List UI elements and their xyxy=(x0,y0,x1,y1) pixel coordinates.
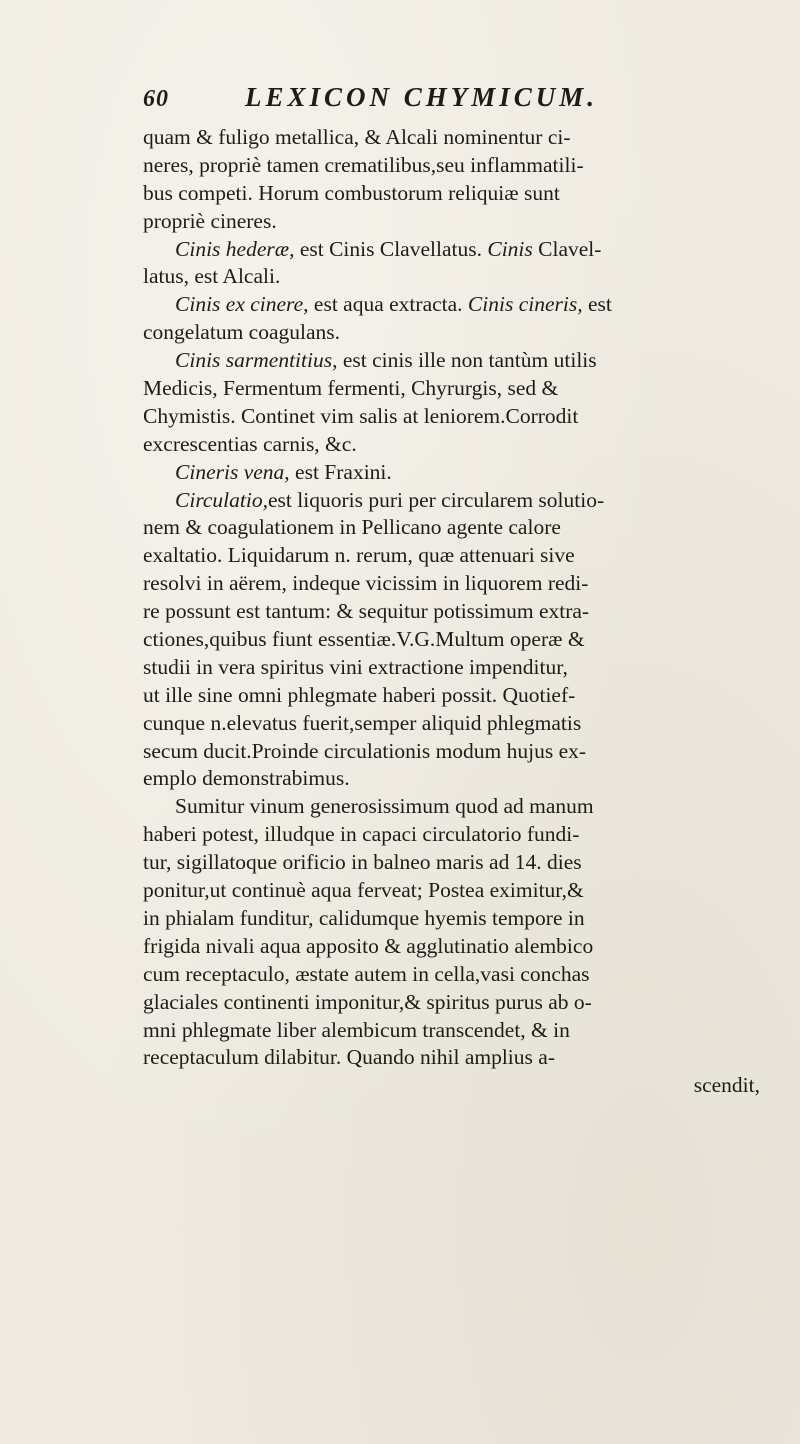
line-text: cunque n.elevatus fuerit,semper aliquid phlegmatis xyxy=(143,710,582,735)
line-text: est Cinis Clavellatus. xyxy=(294,236,488,261)
text-line xyxy=(143,236,768,264)
line-text: bus competi. Horum combustorum reliquiæ sunt xyxy=(143,180,560,205)
entry-term: Cinis sarmentitius xyxy=(175,348,333,373)
text-line xyxy=(143,989,768,1017)
line-text: glaciales continenti imponitur,& spiritus purus ab o- xyxy=(143,989,592,1014)
line-text: receptaculum dilabitur. Quando nihil amplius a- xyxy=(143,1045,555,1070)
text-line xyxy=(143,347,768,375)
line-text: secum ducit.Proinde circulationis modum hujus ex- xyxy=(143,738,587,763)
body-text xyxy=(143,124,768,1100)
text-line xyxy=(143,598,768,626)
text-line xyxy=(143,905,768,933)
text-line xyxy=(143,403,768,431)
line-text: emplo demonstrabimus. xyxy=(143,766,350,791)
line-text: Clavel- xyxy=(532,236,602,261)
line-text: cum receptaculo, æstate autem in cella,vasi conchas xyxy=(143,961,590,986)
line-text: est liquoris puri per circularem solutio- xyxy=(267,487,605,512)
text-line xyxy=(143,626,768,654)
line-text: scendit, xyxy=(693,1073,760,1098)
text-line xyxy=(143,682,768,710)
line-text: propriè cineres. xyxy=(143,208,277,233)
line-text: re possunt est tantum: & sequitur potissimum extra- xyxy=(143,599,590,624)
text-line xyxy=(143,765,768,793)
text-line xyxy=(143,459,768,487)
text-line xyxy=(143,208,768,236)
line-text: nem & coagulationem in Pellicano agente calore xyxy=(143,515,561,540)
page-header xyxy=(143,82,768,122)
line-text: excrescentias carnis, &c. xyxy=(143,431,357,456)
line-text: resolvi in aërem, indeque vicissim in liquorem redi- xyxy=(143,571,589,596)
line-text: in phialam funditur, calidumque hyemis tempore in xyxy=(143,905,585,930)
entry-term: Cinis cineris, xyxy=(467,292,583,317)
running-title: LEXICON CHYMICUM. xyxy=(245,82,599,112)
line-text: ctiones,quibus fiunt essentiæ.V.G.Multum operæ & xyxy=(143,627,585,652)
entry-term: Cinis hederæ, xyxy=(175,236,295,261)
text-line xyxy=(143,793,768,821)
line-text: quam & fuligo metallica, & Alcali nominentur ci- xyxy=(143,125,571,149)
line-text: Sumitur vinum generosissimum quod ad manum xyxy=(175,794,594,819)
text-line xyxy=(143,487,768,515)
text-line xyxy=(143,654,768,682)
text-line xyxy=(143,291,768,319)
entry-term: Cineris vena xyxy=(175,459,285,484)
text-line xyxy=(143,375,768,403)
text-line xyxy=(143,849,768,877)
text-line xyxy=(143,263,768,291)
entry-term: Cinis ex cinere xyxy=(175,292,304,317)
line-text: tur, sigillatoque orificio in balneo maris ad 14. dies xyxy=(143,850,582,875)
text-line xyxy=(143,124,768,152)
entry-term: Cinis xyxy=(487,236,533,261)
text-line xyxy=(143,431,768,459)
line-text: congelatum coagulans. xyxy=(143,320,341,345)
text-line xyxy=(143,1044,768,1072)
line-text: frigida nivali aqua apposito & agglutinatio alembico xyxy=(143,933,594,958)
text-line xyxy=(143,1017,768,1045)
text-line xyxy=(143,319,768,347)
text-line xyxy=(143,877,768,905)
line-text: , est cinis ille non tantùm utilis xyxy=(332,348,597,373)
text-line xyxy=(143,710,768,738)
text-line xyxy=(143,180,768,208)
line-text: neres, propriè tamen crematilibus,seu inflammatili- xyxy=(143,152,584,177)
line-text: ponitur,ut continuè aqua ferveat; Postea eximitur,& xyxy=(143,878,584,903)
line-text: , est Fraxini. xyxy=(284,459,392,484)
line-text: latus, est Alcali. xyxy=(143,264,281,289)
line-text: studii in vera spiritus vini extractione impenditur, xyxy=(143,654,568,679)
page-number: 60 xyxy=(143,86,169,112)
line-text: exaltatio. Liquidarum n. rerum, quæ attenuari sive xyxy=(143,543,575,568)
line-text: ut ille sine omni phlegmate haberi possit. Quotief- xyxy=(143,682,576,707)
text-line xyxy=(143,738,768,766)
entry-term: Circulatio, xyxy=(175,487,268,512)
text-line xyxy=(143,542,768,570)
text-line xyxy=(143,1072,768,1100)
text-line xyxy=(143,152,768,180)
line-text: mni phlegmate liber alembicum transcendet, & in xyxy=(143,1017,570,1042)
line-text: , est aqua extracta. xyxy=(303,292,468,317)
line-text: Chymistis. Continet vim salis at leniorem.Corrodit xyxy=(143,403,579,428)
text-line xyxy=(143,570,768,598)
line-text: haberi potest, illudque in capaci circulatorio fundi- xyxy=(143,822,580,847)
text-line xyxy=(143,821,768,849)
text-line xyxy=(143,933,768,961)
page-text-block xyxy=(143,82,768,1100)
line-text: est xyxy=(582,292,612,317)
line-text: Medicis, Fermentum fermenti, Chyrurgis, sed & xyxy=(143,376,559,401)
text-line xyxy=(143,961,768,989)
text-line xyxy=(143,514,768,542)
